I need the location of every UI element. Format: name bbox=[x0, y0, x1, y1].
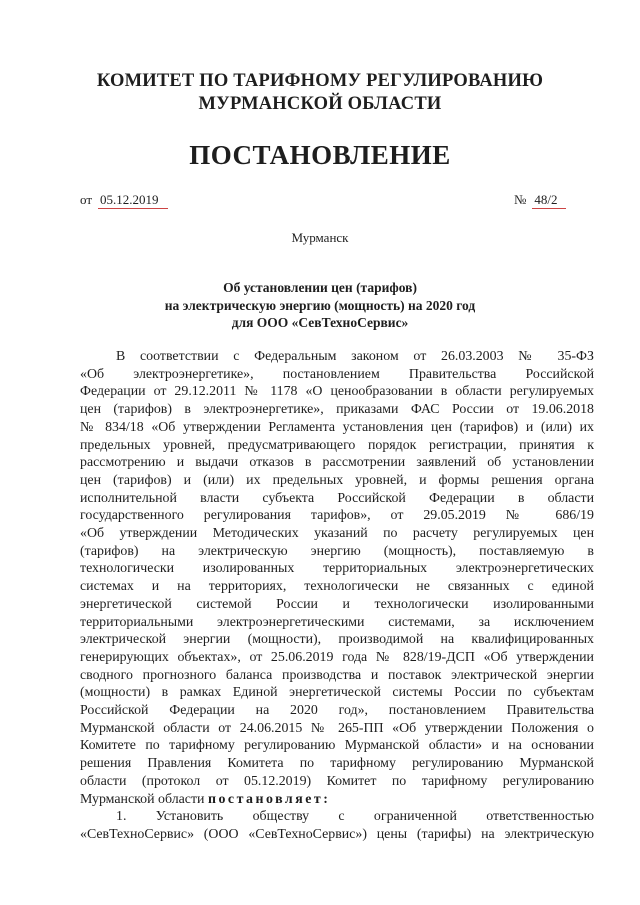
document-type-title: ПОСТАНОВЛЕНИЕ bbox=[189, 140, 451, 170]
body-line: «Об электроэнергетике», постановлением Правительства Российской bbox=[80, 366, 594, 382]
body-line: электрической энергии (мощности), производимой на квалифицированных bbox=[80, 632, 594, 648]
document-date bbox=[80, 192, 168, 209]
subject-line: на электрическую энергию (мощность) на 2020 год bbox=[164, 297, 476, 313]
body-line: 1. Установить обществу с ограниченной ответственностью bbox=[116, 809, 594, 825]
date-label: от bbox=[80, 192, 93, 207]
body-line: Российской Федерации на 2020 год», постановлением Правительства bbox=[80, 703, 594, 719]
body-line-final bbox=[80, 791, 594, 809]
body-line: предельных уровней, предусматривающего порядок регистрации, принятия к bbox=[80, 437, 594, 453]
body-line: «СевТехноСервис» (ООО «СевТехноСервис») цены (тарифы) на электрическую bbox=[80, 826, 594, 842]
body-line: системах и на территориях, технологически не связанных с единой bbox=[80, 579, 594, 595]
body-line: территориальными электроэнергетическими системами, за исключением bbox=[80, 614, 594, 630]
body-line: генерирующих объектах», от 25.06.2019 года № 828/19-ДСП «Об утверждении bbox=[80, 649, 594, 665]
body-line: сводного прогнозного баланса производства и поставок электрической энергии bbox=[80, 667, 594, 683]
body-text: Мурманской области bbox=[80, 791, 208, 807]
document-body bbox=[80, 348, 594, 844]
organization-name-line2: МУРМАНСКОЙ ОБЛАСТИ bbox=[198, 94, 442, 114]
body-line: технологически изолированных территориальных электроэнергетических bbox=[80, 561, 594, 577]
body-line: энергетической системой России и технологически изолированными bbox=[80, 596, 594, 612]
date-value: 05.12.2019 bbox=[98, 192, 168, 209]
body-line: В соответствии с Федеральным законом от 26.03.2003 № 35-ФЗ bbox=[116, 349, 594, 364]
body-line: (тарифов) на электрическую энергию (мощность), поставляемую в bbox=[80, 543, 594, 559]
city-name: Мурманск bbox=[291, 230, 349, 245]
body-line: рассмотрению и выдачи отказов в рассмотрении заявлений об установлении bbox=[80, 455, 594, 471]
body-line: цен (тарифов) в электроэнергетике», приказами ФАС России от 19.06.2018 bbox=[80, 402, 594, 418]
subject-line: для ООО «СевТехноСервис» bbox=[231, 315, 409, 330]
body-line: Федерации от 29.12.2011 № 1178 «О ценообразовании в области регулируемых bbox=[80, 384, 594, 400]
number-value: 48/2 bbox=[532, 192, 566, 209]
body-line: «Об утверждении Методических указаний по расчету регулируемых цен bbox=[80, 526, 594, 542]
organization-name-line1: КОМИТЕТ ПО ТАРИФНОМУ РЕГУЛИРОВАНИЮ bbox=[96, 71, 544, 91]
body-line: Мурманской области от 24.06.2015 № 265-ПП «Об утверждении Положения о bbox=[80, 720, 594, 736]
body-line: (мощности) в рамках Единой энергетической системы России по субъектам bbox=[80, 685, 594, 701]
body-line: № 834/18 «Об утверждении Регламента установления цен (тарифов) и (или) их bbox=[80, 419, 594, 435]
body-line: исполнительной власти субъекта Российской Федерации в области bbox=[80, 490, 594, 506]
body-line: области (протокол от 05.12.2019) Комитет по тарифному регулированию bbox=[80, 773, 594, 789]
organization-name bbox=[0, 70, 640, 116]
body-line: решения Правления Комитета по тарифному регулированию Мурманской bbox=[80, 756, 594, 772]
document-subject bbox=[0, 279, 640, 332]
body-line: цен (тарифов) и (или) их предельных уровней, и формы решения органа bbox=[80, 472, 594, 488]
number-label: № bbox=[514, 192, 527, 207]
resolution-keyword: постановляет: bbox=[207, 791, 331, 807]
body-line: Комитете по тарифному регулированию Мурманской области» и на основании bbox=[80, 738, 594, 754]
subject-line: Об установлении цен (тарифов) bbox=[223, 280, 417, 295]
body-line: государственного регулирования тарифов», от 29.05.2019 № 686/19 bbox=[80, 508, 594, 524]
document-number bbox=[514, 192, 566, 209]
